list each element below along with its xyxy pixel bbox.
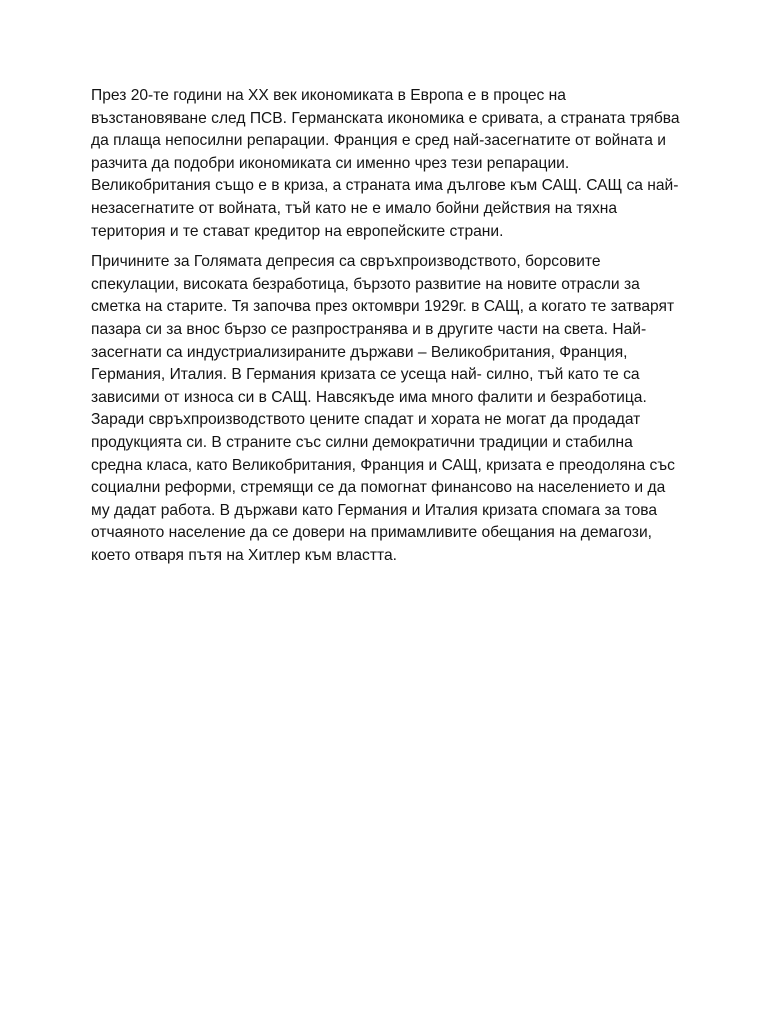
paragraph-1: През 20-те години на XX век икономиката в Европа е в процес на възстановяване след ПСВ. Германската икономика е сривата, а страната трябва да плаща непосилни репарации. Франция е сред най-засегнатите от войната и разчита да подобри икономиката си именно чрез тези репарации. Великобритания също е в криза, а страната има дългове към САЩ. САЩ са най-незасегнатите от войната, тъй като не е имало бойни действия на тяхна територия и те стават кредитор на европейските страни. xyxy=(91,87,680,240)
document-body xyxy=(91,85,681,567)
paragraph-2: Причините за Голямата депресия са свръхпроизводството, борсовите спекулации, високата безработица, бързото развитие на новите отрасли за сметка на старите. Тя започва през октомври 1929г. в САЩ, а когато те затварят пазара си за внос бързо се разпространява и в другите части на света. Най-засегнати са индустриализираните държави – Великобритания, Франция, Германия, Италия. В Германия кризата се усеща най- силно, тъй като те са зависими от износа си в САЩ. Навсякъде има много фалити и безработица. Заради свръхпроизводството цените спадат и хората не могат да продадат продукцията си. В страните със силни демократични традиции и стабилна средна класа, като Великобритания, Франция и САЩ, кризата е преодоляна със социални реформи, стремящи се да помогнат финансово на населението и да му дадат работа. В държави като Германия и Италия кризата спомага за това отчаяното население да се довери на примамливите обещания на демагози, което отваря пътя на Хитлер към властта. xyxy=(91,253,675,564)
